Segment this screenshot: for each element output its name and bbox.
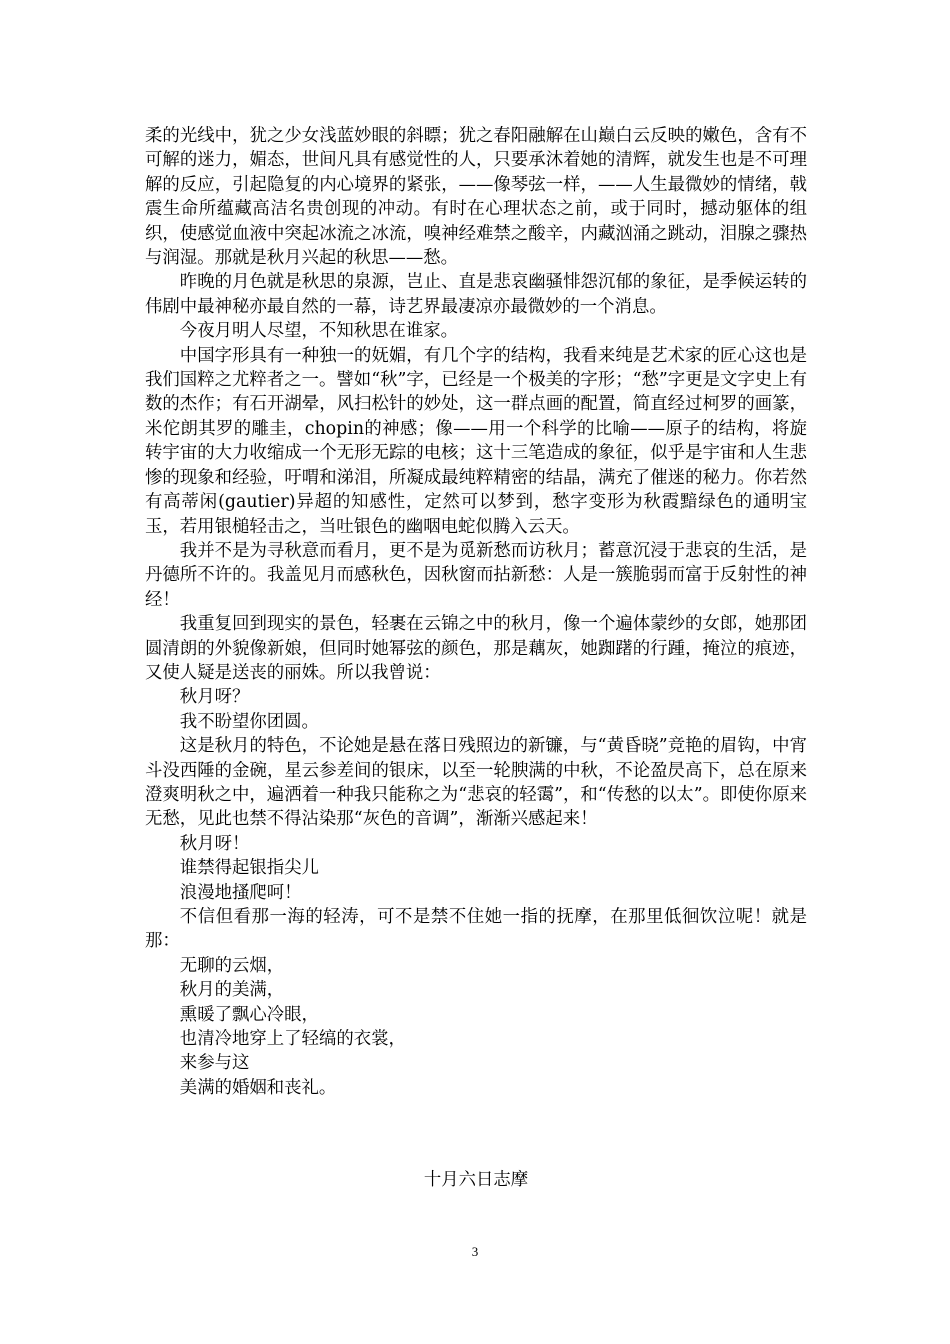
paragraph: 昨晚的月色就是秋思的泉源，岂止、直是悲哀幽骚悱怨沉郁的象征，是季候运转的伟剧中最神秘亦最自然的一幕，诗艺界最凄凉亦最微妙的一个消息。	[145, 272, 807, 317]
page-number: 3	[471, 1244, 479, 1259]
verse-line: 来参与这	[179, 1053, 250, 1074]
paragraph: 中国字形具有一种独一的妩媚，有几个字的结构，我看来纯是艺术家的匠心这也是我们国粹之尤粹者之一。譬如“秋”字，已经是一个极美的字形；“愁”字更是文字史上有数的杰作；有石开湖晕，风扫松针的妙处，这一群点画的配置，简直经过柯罗的画篆，米佗朗其罗的雕圭，chopin的神感；像——用一个科学的比喻——原子的结构，将旋转宇宙的大力收缩成一个无形无踪的电核；这十三笔造成的象征，似乎是宇宙和人生悲惨的现象和经验，吁喟和涕泪，所凝成最纯粹精密的结晶，满充了催迷的秘力。你若然有高蒂闲(gautier)异超的知感性，定然可以梦到，愁字变形为秋霞黯绿色的通明宝玉，若用银槌轻击之，当吐银色的幽咽电蛇似腾入云天。	[145, 345, 807, 537]
verse-line: 秋月的美满，	[179, 980, 285, 1001]
verse-line: 今夜月明人尽望，不知秋思在谁家。	[179, 321, 459, 342]
paragraph-continuation: 柔的光线中，犹之少女浅蓝妙眼的斜瞟；犹之春阳融解在山巅白云反映的嫩色，含有不可解的迷力，媚态，世间凡具有感觉性的人，只要承沐着她的清辉，就发生也是不可理解的反应，引起隐复的内心境界的紧张，——像琴弦一样，——人生最微妙的情绪，戟震生命所蕴藏高洁名贵创现的冲动。有时在心理状态之前，或于同时，撼动躯体的组织，使感觉血液中突起冰流之冰流，嗅神经难禁之酸辛，内藏汹涌之跳动，泪腺之骤热与润湿。那就是秋月兴起的秋思——愁。	[145, 126, 807, 269]
verse-line: 我不盼望你团圆。	[179, 711, 319, 732]
verse-line: 浪漫地搔爬呵！	[179, 882, 302, 903]
paragraph: 这是秋月的特色，不论她是悬在落日残照边的新镰，与“黄昏晓”竞艳的眉钩，中宵斗没西陲的金碗，星云参差间的银床，以至一轮腴满的中秋，不论盈昃高下，总在原来澄爽明秋之中，遍洒着一种我只能称之为“悲哀的轻霭”，和“传愁的以太”。即使你原来无愁，见此也禁不得沾染那“灰色的音调”，渐渐兴感起来！	[145, 736, 807, 830]
paragraph: 我重复回到现实的景色，轻裹在云锦之中的秋月，像一个遍体蒙纱的女郎，她那团圆清朗的外貌像新娘，但同时她幂弦的颜色，那是藕灰，她踟躇的行踵，掩泣的痕迹，又使人疑是送丧的丽姝。所以我曾说：	[145, 614, 807, 683]
author-signature: 十月六日志摩	[423, 1170, 529, 1190]
verse-line: 谁禁得起银指尖儿	[179, 858, 319, 879]
verse-line: 熏暖了飘心冷眼，	[179, 1004, 319, 1025]
verse-line: 秋月呀？	[179, 687, 250, 708]
paragraph: 我并不是为寻秋意而看月，更不是为觅新愁而访秋月；蓄意沉浸于悲哀的生活，是丹德所不许的。我盖见月而感秋色，因秋窗而拈新愁：人是一簇脆弱而富于反射性的神经！	[145, 540, 807, 610]
verse-line: 美满的婚姻和丧礼。	[179, 1077, 337, 1098]
verse-line: 也清冷地穿上了轻缟的衣裳，	[179, 1029, 406, 1050]
paragraph: 不信但看那一海的轻涛，可不是禁不住她一指的抚摩，在那里低徊饮泣呢！就是那：	[145, 907, 807, 952]
essay-body	[145, 124, 807, 1100]
verse-line: 无聊的云烟，	[179, 955, 285, 976]
verse-line: 秋月呀！	[179, 833, 250, 854]
